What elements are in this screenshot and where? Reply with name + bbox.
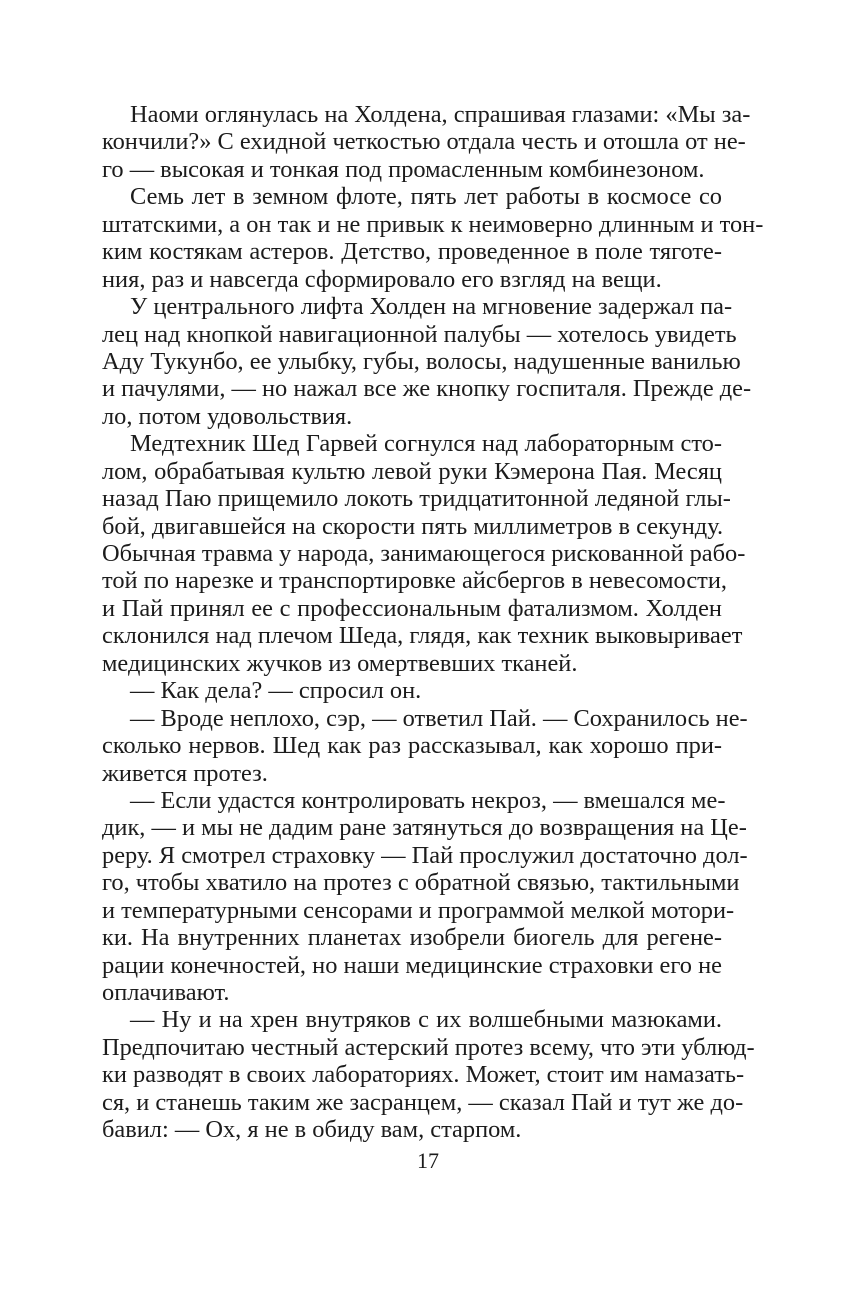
text-line: ким костякам астеров. Детство, проведенное в поле тяготе-: [102, 238, 722, 266]
text-line: и пачулями, — но нажал все же кнопку госпиталя. Прежде де-: [102, 375, 752, 403]
text-line: медицинских жучков из омертвевших тканей.: [102, 649, 578, 677]
text-line: — Если удастся контролировать некроз, — вмешался ме-: [130, 786, 726, 814]
text-line: У центрального лифта Холден на мгновение задержал па-: [130, 293, 733, 321]
text-line: лец над кнопкой навигационной палубы — хотелось увидеть: [102, 320, 737, 348]
paragraph: [102, 786, 748, 1007]
text-line: рации конечностей, но наши медицинские страховки его не: [102, 951, 722, 979]
text-line: той по нарезке и транспортировке айсбергов в невесомости,: [102, 567, 727, 595]
text-line: реру. Я смотрел страховку — Пай прослужил достаточно дол-: [102, 841, 748, 869]
text-line: ки разводят в своих лабораториях. Может, стоит им намазать-: [102, 1061, 745, 1089]
text-line: бавил: — Ох, я не в обиду вам, старпом.: [102, 1116, 522, 1144]
text-line: ния, раз и навсегда сформировало его взгляд на вещи.: [102, 265, 662, 293]
text-line: дик, — и мы не дадим ране затянуться до возвращения на Це-: [102, 814, 747, 842]
text-line: — Как дела? — спросил он.: [130, 677, 422, 705]
text-line: — Ну и на хрен внутряков с их волшебными мазюками.: [130, 1006, 722, 1034]
text-line: оплачивают.: [102, 979, 230, 1006]
text-line: Медтехник Шед Гарвей согнулся над лабораторным сто-: [130, 430, 722, 458]
paragraph: [102, 101, 751, 183]
paragraph: [102, 293, 752, 430]
paragraph: [102, 183, 764, 293]
text-line: и температурными сенсорами и программой мелкой мотори-: [102, 896, 735, 924]
text-line: назад Паю прищемило локоть тридцатитонной ледяной глы-: [102, 485, 731, 513]
text-line: Обычная травма у народа, занимающегося рискованной рабо-: [102, 540, 746, 567]
text-line: Аду Тукунбо, ее улыбку, губы, волосы, надушенные ванилью: [102, 347, 741, 375]
text-line: бой, двигавшейся на скорости пять миллиметров в секунду.: [102, 512, 724, 540]
text-line: кончили?» С ехидной четкостью отдала честь и отошла от не-: [102, 128, 746, 156]
text-line: штатскими, а он так и не привык к неимоверно длинным и тон-: [102, 210, 764, 238]
text-line: лом, обрабатывая культю левой руки Кэмерона Пая. Месяц: [102, 457, 722, 485]
text-line: го, чтобы хватило на протез с обратной связью, тактильными: [102, 869, 740, 897]
text-line: го — высокая и тонкая под промасленным комбинезоном.: [102, 155, 705, 183]
text-line: ло, потом удовольствия.: [102, 402, 353, 430]
paragraph: [102, 430, 746, 677]
paragraph: [102, 704, 748, 787]
text-line: склонился над плечом Шеда, глядя, как техник выковыривает: [102, 622, 743, 650]
text-line: Предпочитаю честный астерский протез всему, что эти ублюд-: [102, 1033, 755, 1061]
text-line: Наоми оглянулась на Холдена, спрашивая глазами: «Мы за-: [130, 101, 751, 128]
text-line: ки. На внутренних планетах изобрели биогель для регене-: [102, 924, 722, 952]
text-line: ся, и станешь таким же засранцем, — сказал Пай и тут же до-: [102, 1088, 744, 1116]
text-line: сколько нервов. Шед как раз рассказывал, как хорошо при-: [102, 732, 722, 760]
paragraph: [102, 677, 722, 704]
text-line: и Пай принял ее с профессиональным фатализмом. Холден: [102, 594, 722, 622]
page-number: 17: [417, 1148, 439, 1173]
body-text: [102, 101, 764, 1144]
text-line: живется протез.: [102, 759, 268, 787]
paragraph: [102, 1006, 755, 1144]
text-line: Семь лет в земном флоте, пять лет работы в космосе со: [130, 183, 722, 211]
text-line: — Вроде неплохо, сэр, — ответил Пай. — Сохранилось не-: [130, 704, 748, 732]
